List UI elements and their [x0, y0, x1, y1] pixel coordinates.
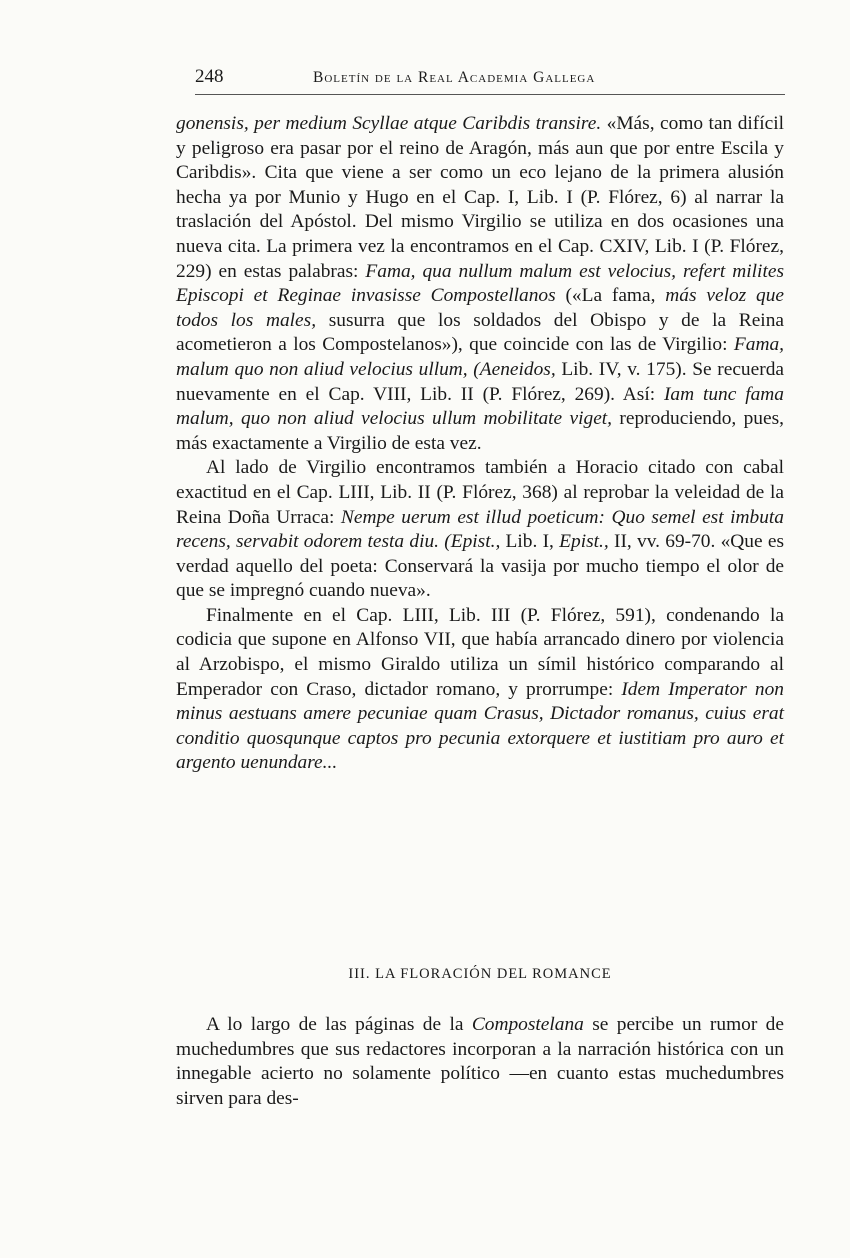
latin-quotation: Idem Imperator non minus aestuans amere pecuniae quam Crasus, Dictador romanus, cuius erat conditio quosqunque captos pro pecunia extorquere et iustitiam pro auro et argento uenundare...	[176, 678, 784, 774]
text-run: susurra que los soldados del Obispo y de la Reina acometieron a los Compostelanos»), que coincide con las de Virgilio:	[176, 309, 784, 356]
text-run: Finalmente en el Cap. LIII, Lib. III (P. Flórez, 591), condenando la codicia que supone en Alfonso VII, que había arrancado dinero por violencia al Arzobispo, el mismo Giraldo utiliza un símil histórico comparando al Emperador con Craso, dictador romano, y prorrumpe:	[176, 604, 784, 700]
paragraph-1	[176, 112, 784, 456]
paragraph-4	[176, 1013, 784, 1111]
section-heading: III. LA FLORACIÓN DEL ROMANCE	[348, 966, 612, 982]
latin-quotation: Fama, malum quo non aliud velocius ullum, (Aeneidos,	[176, 334, 784, 380]
paragraph-3	[176, 604, 784, 776]
section-text	[176, 1013, 784, 1111]
latin-quotation: Fama, qua nullum malum est velocius, refert milites Episcopi et Reginae invasisse Compostellanos	[176, 260, 784, 307]
running-head: Boletín de la Real Academia Gallega	[313, 69, 596, 86]
text-run: Lib. I,	[500, 531, 560, 553]
body-text	[176, 112, 784, 776]
text-run: Lib. IV, v. 175). Se recuerda nuevamente en el Cap. VIII, Lib. II (P. Flórez, 269). Así:	[176, 358, 784, 405]
text-run: «Más, como tan difícil y peligroso era pasar por el reino de Aragón, más aun que por entre Escila y Caribdis». Cita que viene a ser como un eco lejano de la primera alusión hecha ya por Munio y Hugo en el Cap. I, Lib. I (P. Flórez, 6) al narrar la traslación del Apóstol. Del mismo Virgilio se utiliza en dos ocasiones una nueva cita. La primera vez la encontramos en el Cap. CXIV, Lib. I (P. Flórez, 229) en estas palabras:	[176, 113, 785, 282]
latin-quotation: más veloz que todos los males,	[176, 285, 785, 331]
latin-quotation: Epist.,	[559, 531, 609, 553]
text-run: A lo largo de las páginas de la	[206, 1014, 472, 1035]
latin-quotation: Nempe uerum est illud poeticum: Quo semel est imbuta recens, servabit odorem testa diu. (Epist.,	[176, 506, 784, 553]
page-number: 248	[195, 66, 224, 87]
text-run: reproduciendo, pues, más exactamente a Virgilio de esta vez.	[176, 408, 784, 454]
latin-quotation: Iam tunc fama malum, quo non aliud velocius ullum mobilitate viget,	[176, 383, 784, 430]
paragraph-2	[176, 456, 784, 604]
text-run: Al lado de Virgilio encontramos también a Horacio citado con cabal exactitud en el Cap. LIII, Lib. II (P. Flórez, 368) al reprobar la veleidad de la Reina Doña Urraca:	[176, 457, 784, 528]
text-run: II, vv. 69-70. «Que es verdad aquello del poeta: Conservará la vasija por mucho tiempo el olor de que se impregnó cuando nueva».	[176, 531, 785, 602]
latin-quotation: gonensis, per medium Scyllae atque Caribdis transire.	[176, 113, 602, 134]
header-rule	[195, 94, 785, 95]
page-header	[195, 66, 785, 96]
text-run: se percibe un rumor de muchedumbres que sus redactores incorporan a la narración histórica con un innegable acierto no solamente político —en cuanto estas muchedumbres sirven para des-	[176, 1014, 784, 1109]
text-run: («La fama,	[555, 285, 666, 307]
latin-quotation: Compostelana	[471, 1014, 584, 1035]
